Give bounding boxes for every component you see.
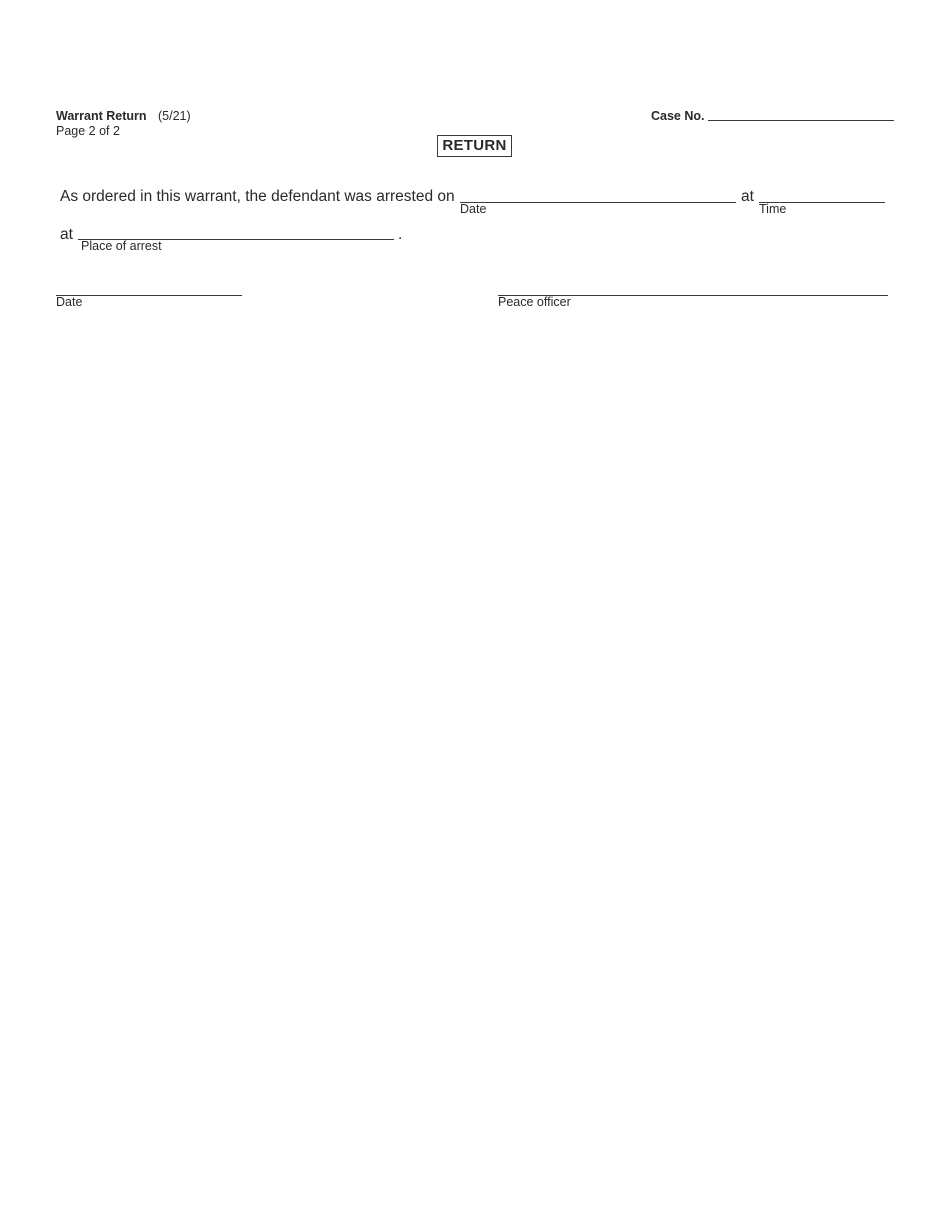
form-title: Warrant Return bbox=[56, 109, 147, 123]
arrest-date-caption: Date bbox=[460, 202, 487, 216]
arrest-time-at-label: at bbox=[741, 188, 754, 205]
section-title: RETURN bbox=[437, 135, 512, 157]
arrest-statement: As ordered in this warrant, the defendant was arrested on bbox=[60, 188, 455, 205]
place-of-arrest-caption: Place of arrest bbox=[81, 239, 162, 253]
form-revision: (5/21) bbox=[158, 109, 191, 123]
case-no-field[interactable] bbox=[708, 107, 894, 121]
page-number: Page 2 of 2 bbox=[56, 124, 120, 138]
peace-officer-field[interactable] bbox=[498, 279, 888, 296]
place-at-label: at bbox=[60, 226, 73, 243]
case-no-label: Case No. bbox=[651, 109, 705, 123]
place-period: . bbox=[398, 226, 403, 243]
arrest-time-caption: Time bbox=[759, 202, 787, 216]
place-of-arrest-field[interactable] bbox=[78, 223, 394, 240]
arrest-time-field[interactable] bbox=[759, 186, 885, 203]
arrest-date-field[interactable] bbox=[460, 186, 736, 203]
signature-date-caption: Date bbox=[56, 295, 83, 309]
peace-officer-caption: Peace officer bbox=[498, 295, 571, 309]
signature-date-field[interactable] bbox=[56, 279, 242, 296]
